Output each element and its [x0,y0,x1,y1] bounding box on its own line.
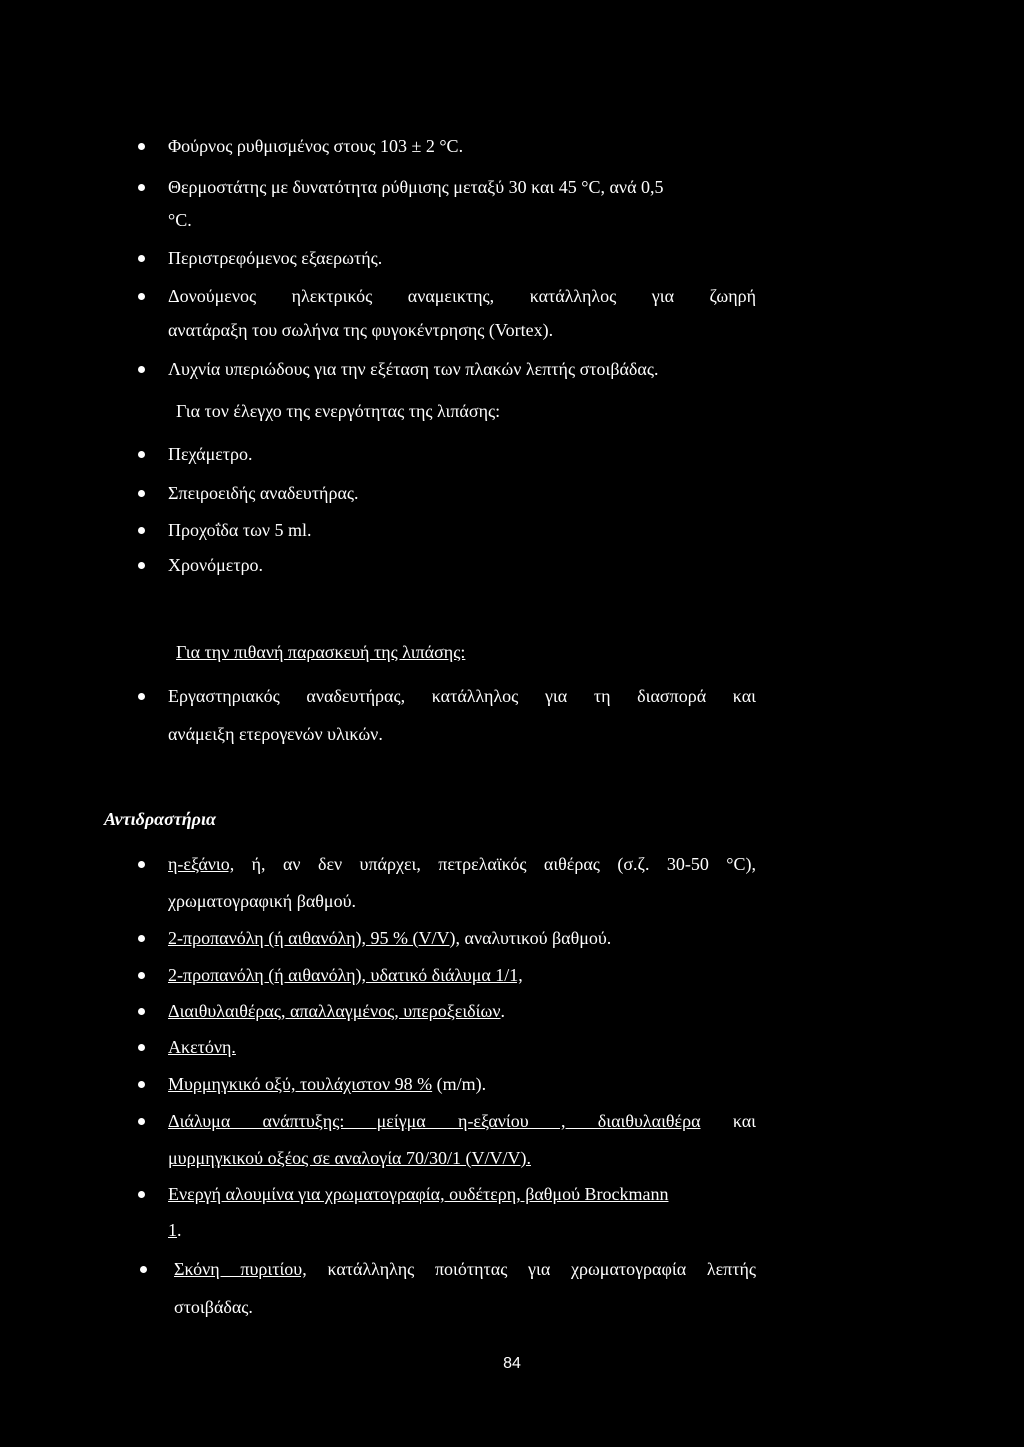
bullet [138,366,145,373]
list-item-continuation: ανάμειξη ετερογενών υλικών. [168,724,383,744]
section-heading: Για τον έλεγχο της ενεργότητας της λιπάσης: [176,401,501,421]
reagent-item: Ενεργή αλουμίνα για χρωματογραφία, ουδέτερη, βαθμού Brockmann [168,1182,756,1206]
list-item: Χρονόμετρο. [168,553,756,577]
reagent-item-continuation: μυρμηγκικού οξέος σε αναλογία 70/30/1 (V/V/V). [168,1148,531,1168]
section-heading: Για την πιθανή παρασκευή της λιπάσης: [176,642,466,662]
bullet [138,972,145,979]
bullet [138,1081,145,1088]
bullet [138,143,145,150]
bullet [138,293,145,300]
list-item: Περιστρεφόμενος εξαερωτής. [168,246,756,270]
bullet [138,1044,145,1051]
bullet [138,527,145,534]
bullet [138,451,145,458]
bullet [138,935,145,942]
reagent-item: 2-προπανόλη (ή αιθανόλη), υδατικό διάλυμα 1/1, [168,963,756,987]
reagent-item: Διαιθυλαιθέρας, απαλλαγμένος, υπεροξειδίων. [168,999,756,1023]
bullet [138,255,145,262]
reagent-item: Διάλυμα ανάπτυξης: μείγμα η-εξανίου , διαιθυλαιθέρα και [168,1109,756,1133]
list-item-continuation: ανατάραξη του σωλήνα της φυγοκέντρησης (Vortex). [168,320,554,340]
reagents-heading: Αντιδραστήρια [104,809,216,829]
reagent-item: Ακετόνη. [168,1035,756,1059]
bullet [138,1118,145,1125]
list-item: Εργαστηριακός αναδευτήρας, κατάλληλος για τη διασπορά και [168,684,756,708]
bullet [138,184,145,191]
reagent-item-continuation: χρωματογραφική βαθμού. [168,891,356,911]
list-item-continuation: °C. [168,210,192,230]
list-item: Λυχνία υπεριώδους για την εξέταση των πλακών λεπτής στοιβάδας. [168,357,756,381]
bullet [138,490,145,497]
reagent-item: Μυρμηγκικό οξύ, τουλάχιστον 98 % (m/m). [168,1072,756,1096]
bullet [140,1266,147,1273]
reagent-item-continuation: στοιβάδας. [174,1297,253,1317]
bullet [138,861,145,868]
bullet [138,693,145,700]
reagent-item: Σκόνη πυριτίου, κατάλληλης ποιότητας για χρωματογραφία λεπτής [174,1257,756,1281]
page-number: 84 [503,1355,521,1372]
reagent-item-continuation: 1. [168,1220,182,1240]
bullet [138,562,145,569]
reagent-item: η-εξάνιο, ή, αν δεν υπάρχει, πετρελαϊκός αιθέρας (σ.ζ. 30-50 °C), [168,852,756,876]
list-item: Δονούμενος ηλεκτρικός αναμεικτης, κατάλληλος για ζωηρή [168,284,756,308]
reagent-item: 2-προπανόλη (ή αιθανόλη), 95 % (V/V), αναλυτικού βαθμού. [168,926,756,950]
list-item: Σπειροειδής αναδευτήρας. [168,481,756,505]
list-item: Πεχάμετρο. [168,442,756,466]
list-item: Προχοΐδα των 5 ml. [168,518,756,542]
list-item: Φούρνος ρυθμισμένος στους 103 ± 2 °C. [168,134,756,158]
bullet [138,1008,145,1015]
list-item: Θερμοστάτης με δυνατότητα ρύθμισης μεταξύ 30 και 45 °C, ανά 0,5 [168,175,756,199]
bullet [138,1191,145,1198]
